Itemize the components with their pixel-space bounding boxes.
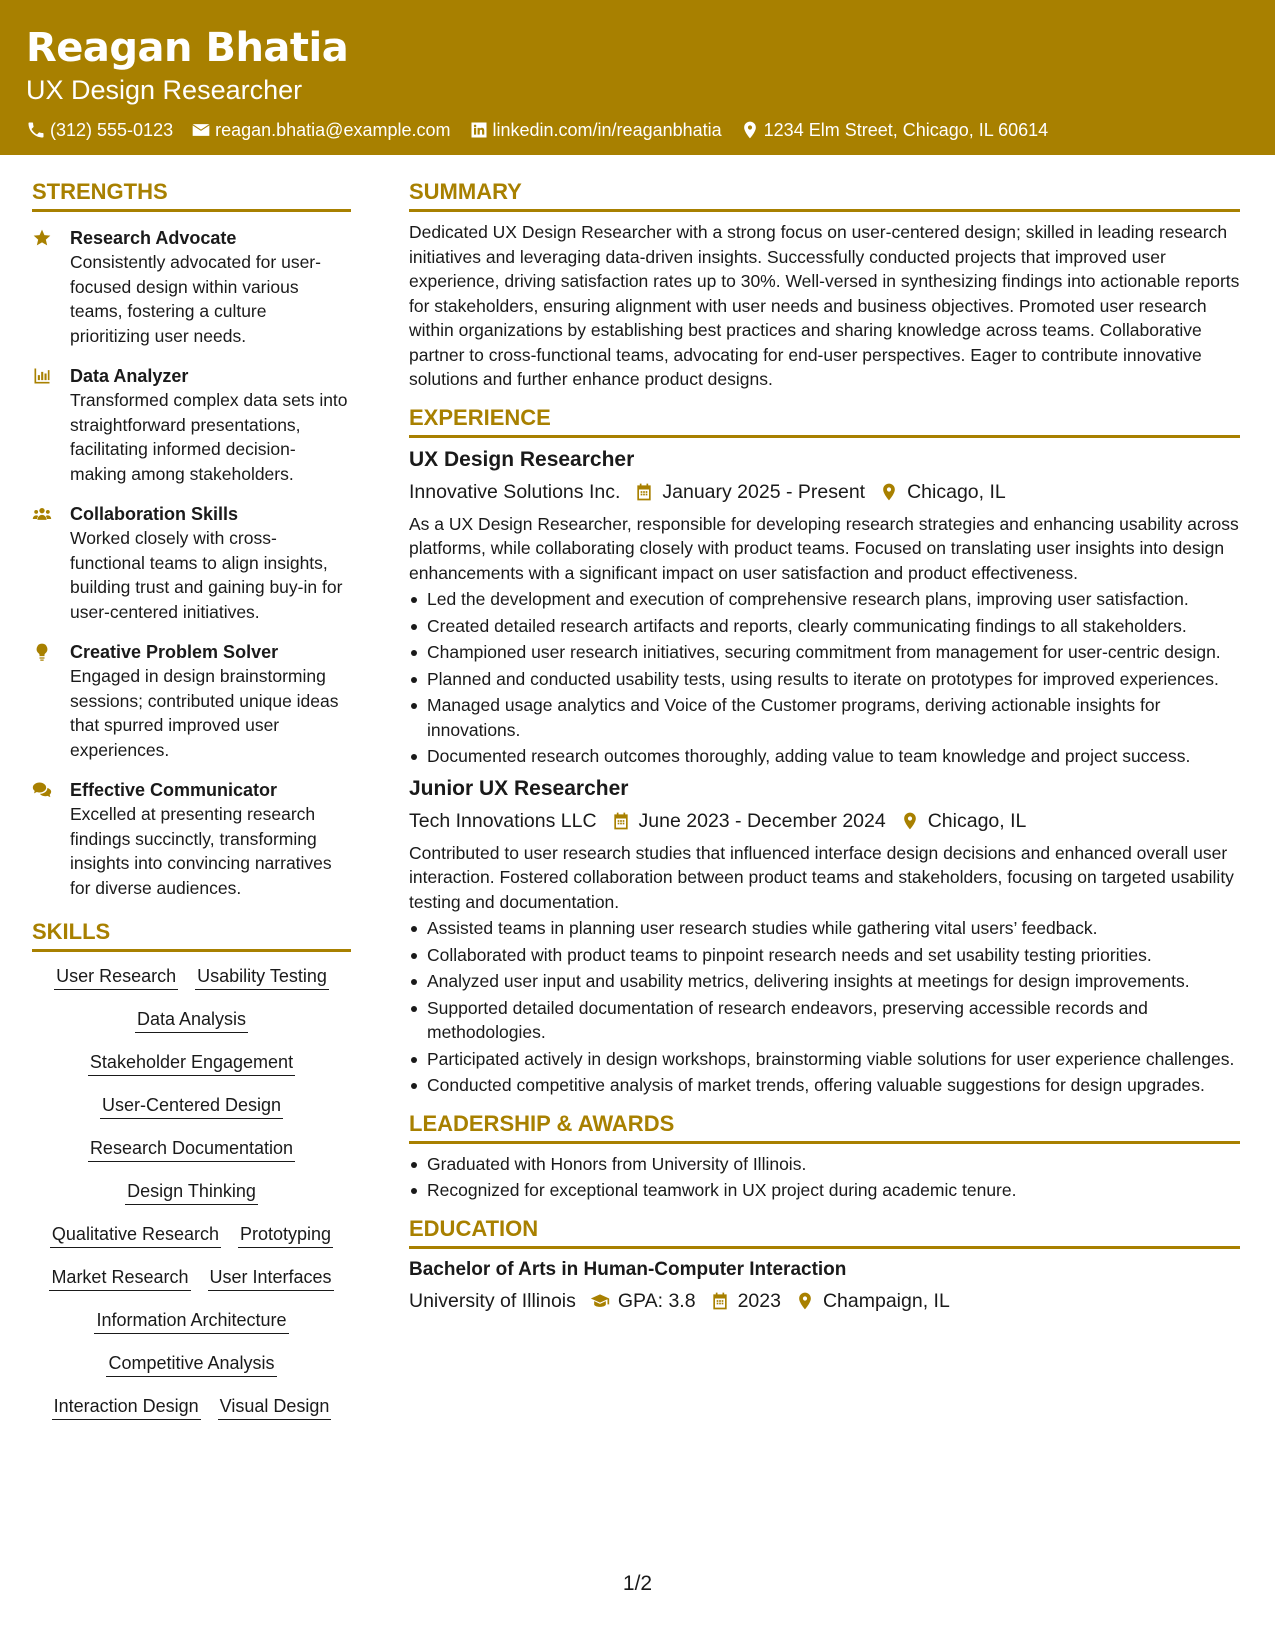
skill-tag: User-Centered Design — [100, 1093, 283, 1119]
job-entry — [409, 775, 1240, 1098]
calendar-icon — [611, 811, 631, 831]
list-item: Documented research outcomes thoroughly, adding value to team knowledge and project success. — [409, 744, 1240, 769]
summary-heading: SUMMARY — [409, 178, 1240, 212]
strength-title: Effective Communicator — [70, 780, 278, 800]
bar-chart-icon — [32, 366, 52, 386]
skill-tag: Market Research — [49, 1265, 190, 1291]
strength-desc: Engaged in design brainstorming sessions; contributed unique ideas that spurred improved user experiences. — [70, 666, 339, 760]
strength-item — [32, 778, 351, 900]
map-pin-icon — [900, 811, 920, 831]
contact-phone — [26, 118, 173, 142]
skill-tag: Design Thinking — [125, 1179, 258, 1205]
calendar-icon — [634, 482, 654, 502]
skill-tag: Stakeholder Engagement — [88, 1050, 295, 1076]
list-item: Supported detailed documentation of research endeavors, preserving accessible records and methodologies. — [409, 996, 1240, 1045]
education-location — [795, 1287, 950, 1315]
education-school: University of Illinois — [409, 1289, 576, 1312]
job-summary: As a UX Design Researcher, responsible for developing research strategies and enhancing usability across platforms, while collaborating closely with product teams. Focused on translating user insights into design enhancements with a significant impact on user satisfaction and product effectiveness. — [409, 513, 1239, 583]
job-meta — [409, 478, 1240, 506]
strength-item — [32, 364, 351, 486]
calendar-icon — [710, 1291, 730, 1311]
leadership-list — [409, 1152, 1240, 1203]
list-item: Managed usage analytics and Voice of the Customer programs, deriving actionable insights for innovations. — [409, 693, 1240, 742]
graduation-cap-icon — [590, 1291, 610, 1311]
envelope-icon — [191, 120, 211, 140]
contact-address — [740, 118, 1049, 142]
education-degree: Bachelor of Arts in Human-Computer Interaction — [409, 1258, 847, 1280]
summary-text: Dedicated UX Design Researcher with a strong focus on user-centered design; skilled in leading research initiatives and leveraging data-driven insights. Successfully conducted projects that improved user experience, driving satisfaction rates up to 30%. Well-versed in synthesizing findings into actionable reports for stakeholders, ensuring alignment with user needs and business objectives. Promoted user research within organizations by establishing best practices and sharing knowledge across teams. Collaborative partner to cross-functional teams, advocating for end-user perspectives. Eager to contribute innovative solutions and further enhance product designs. — [409, 222, 1240, 389]
job-entry — [409, 446, 1240, 769]
education-gpa — [590, 1287, 696, 1315]
education-heading: EDUCATION — [409, 1215, 1240, 1249]
skill-tag: Interaction Design — [52, 1394, 201, 1420]
contact-address-text: 1234 Elm Street, Chicago, IL 60614 — [763, 120, 1049, 140]
list-item: Led the development and execution of comprehensive research plans, improving user satisfaction. — [409, 587, 1240, 612]
list-item: Conducted competitive analysis of market trends, offering valuable suggestions for design upgrades. — [409, 1073, 1240, 1098]
job-title: Junior UX Researcher — [409, 776, 629, 800]
map-pin-icon — [795, 1291, 815, 1311]
strength-title: Collaboration Skills — [70, 504, 239, 524]
list-item: Planned and conducted usability tests, using results to iterate on prototypes for improved experiences. — [409, 667, 1240, 692]
strength-title: Data Analyzer — [70, 366, 189, 386]
strength-item — [32, 640, 351, 762]
education-location-text: Champaign, IL — [822, 1289, 950, 1312]
candidate-title: UX Design Researcher — [26, 75, 303, 105]
job-dates — [611, 807, 886, 835]
strength-desc: Transformed complex data sets into straightforward presentations, facilitating informed decision-making among stakeholders. — [70, 390, 348, 484]
comments-icon — [32, 780, 52, 800]
skill-tag: Visual Design — [218, 1394, 332, 1420]
right-column — [409, 178, 1240, 1321]
skill-tag: Research Documentation — [88, 1136, 295, 1162]
list-item: Created detailed research artifacts and reports, clearly communicating findings to all stakeholders. — [409, 614, 1240, 639]
job-company: Tech Innovations LLC — [409, 809, 597, 832]
page-number: 1/2 — [622, 1572, 653, 1595]
skill-tag: Qualitative Research — [50, 1222, 221, 1248]
skill-tag: Competitive Analysis — [106, 1351, 276, 1377]
skill-tag: User Research — [54, 964, 178, 990]
phone-icon — [26, 120, 46, 140]
linkedin-icon — [469, 120, 489, 140]
leadership-heading: LEADERSHIP & AWARDS — [409, 1110, 1240, 1144]
strengths-heading: STRENGTHS — [32, 178, 351, 212]
strength-desc: Excelled at presenting research findings succinctly, transforming insights into convincing narratives for diverse audiences. — [70, 804, 332, 898]
strength-title: Research Advocate — [70, 228, 237, 248]
education-gpa-text: GPA: 3.8 — [617, 1289, 696, 1312]
strength-title: Creative Problem Solver — [70, 642, 279, 662]
strength-desc: Consistently advocated for user-focused design within various teams, fostering a culture prioritizing user needs. — [70, 252, 321, 346]
contact-email-text: reagan.bhatia@example.com — [215, 120, 451, 140]
job-location-text: Chicago, IL — [907, 480, 1006, 503]
job-dates-text: June 2023 - December 2024 — [638, 809, 886, 832]
list-item: Championed user research initiatives, securing commitment from management for user-centric design. — [409, 640, 1240, 665]
contact-email[interactable] — [191, 118, 450, 142]
job-bullets — [409, 916, 1240, 1098]
job-summary: Contributed to user research studies that influenced interface design decisions and enhanced overall user interaction. Fostered collaboration between product teams and stakeholders, focusing on targeted usability testing and documentation. — [409, 842, 1234, 912]
job-location-text: Chicago, IL — [927, 809, 1027, 832]
education-meta — [409, 1287, 1240, 1315]
users-icon — [32, 504, 52, 524]
job-location — [900, 807, 1027, 835]
skill-tag: Usability Testing — [195, 964, 329, 990]
strength-item — [32, 502, 351, 624]
candidate-name: Reagan Bhatia — [26, 25, 349, 71]
job-title: UX Design Researcher — [409, 447, 635, 471]
education-year-text: 2023 — [737, 1289, 781, 1312]
skill-tag: Data Analysis — [135, 1007, 248, 1033]
resume-header — [0, 0, 1275, 155]
skill-tag: User Interfaces — [208, 1265, 334, 1291]
skill-tag: Information Architecture — [94, 1308, 288, 1334]
star-icon — [32, 228, 52, 248]
strength-desc: Worked closely with cross-functional teams to align insights, building trust and gaining buy-in for user-centered initiatives. — [70, 528, 343, 622]
skills-heading: SKILLS — [32, 918, 351, 952]
map-pin-icon — [740, 120, 760, 140]
contact-phone-text: (312) 555-0123 — [50, 120, 174, 140]
left-column — [32, 178, 351, 1420]
job-dates-text: January 2025 - Present — [662, 480, 866, 503]
list-item: Collaborated with product teams to pinpoint research needs and set usability testing priorities. — [409, 943, 1240, 968]
list-item: Graduated with Honors from University of Illinois. — [409, 1152, 1240, 1177]
contact-linkedin[interactable] — [469, 118, 722, 142]
lightbulb-icon — [32, 642, 52, 662]
education-year — [710, 1287, 781, 1315]
job-company: Innovative Solutions Inc. — [409, 480, 621, 503]
list-item: Analyzed user input and usability metrics, delivering insights at meetings for design improvements. — [409, 969, 1240, 994]
skills-list — [32, 964, 351, 1420]
job-location — [879, 478, 1006, 506]
strength-item — [32, 226, 351, 348]
contact-linkedin-text: linkedin.com/in/reaganbhatia — [492, 120, 722, 140]
list-item: Participated actively in design workshops, brainstorming viable solutions for user experience challenges. — [409, 1047, 1240, 1072]
skill-tag: Prototyping — [238, 1222, 333, 1248]
job-bullets — [409, 587, 1240, 769]
job-meta — [409, 807, 1240, 835]
list-item: Assisted teams in planning user research studies while gathering vital users’ feedback. — [409, 916, 1240, 941]
list-item: Recognized for exceptional teamwork in UX project during academic tenure. — [409, 1178, 1240, 1203]
contact-bar — [26, 118, 1249, 142]
map-pin-icon — [879, 482, 899, 502]
job-dates — [634, 478, 865, 506]
experience-heading: EXPERIENCE — [409, 404, 1240, 438]
